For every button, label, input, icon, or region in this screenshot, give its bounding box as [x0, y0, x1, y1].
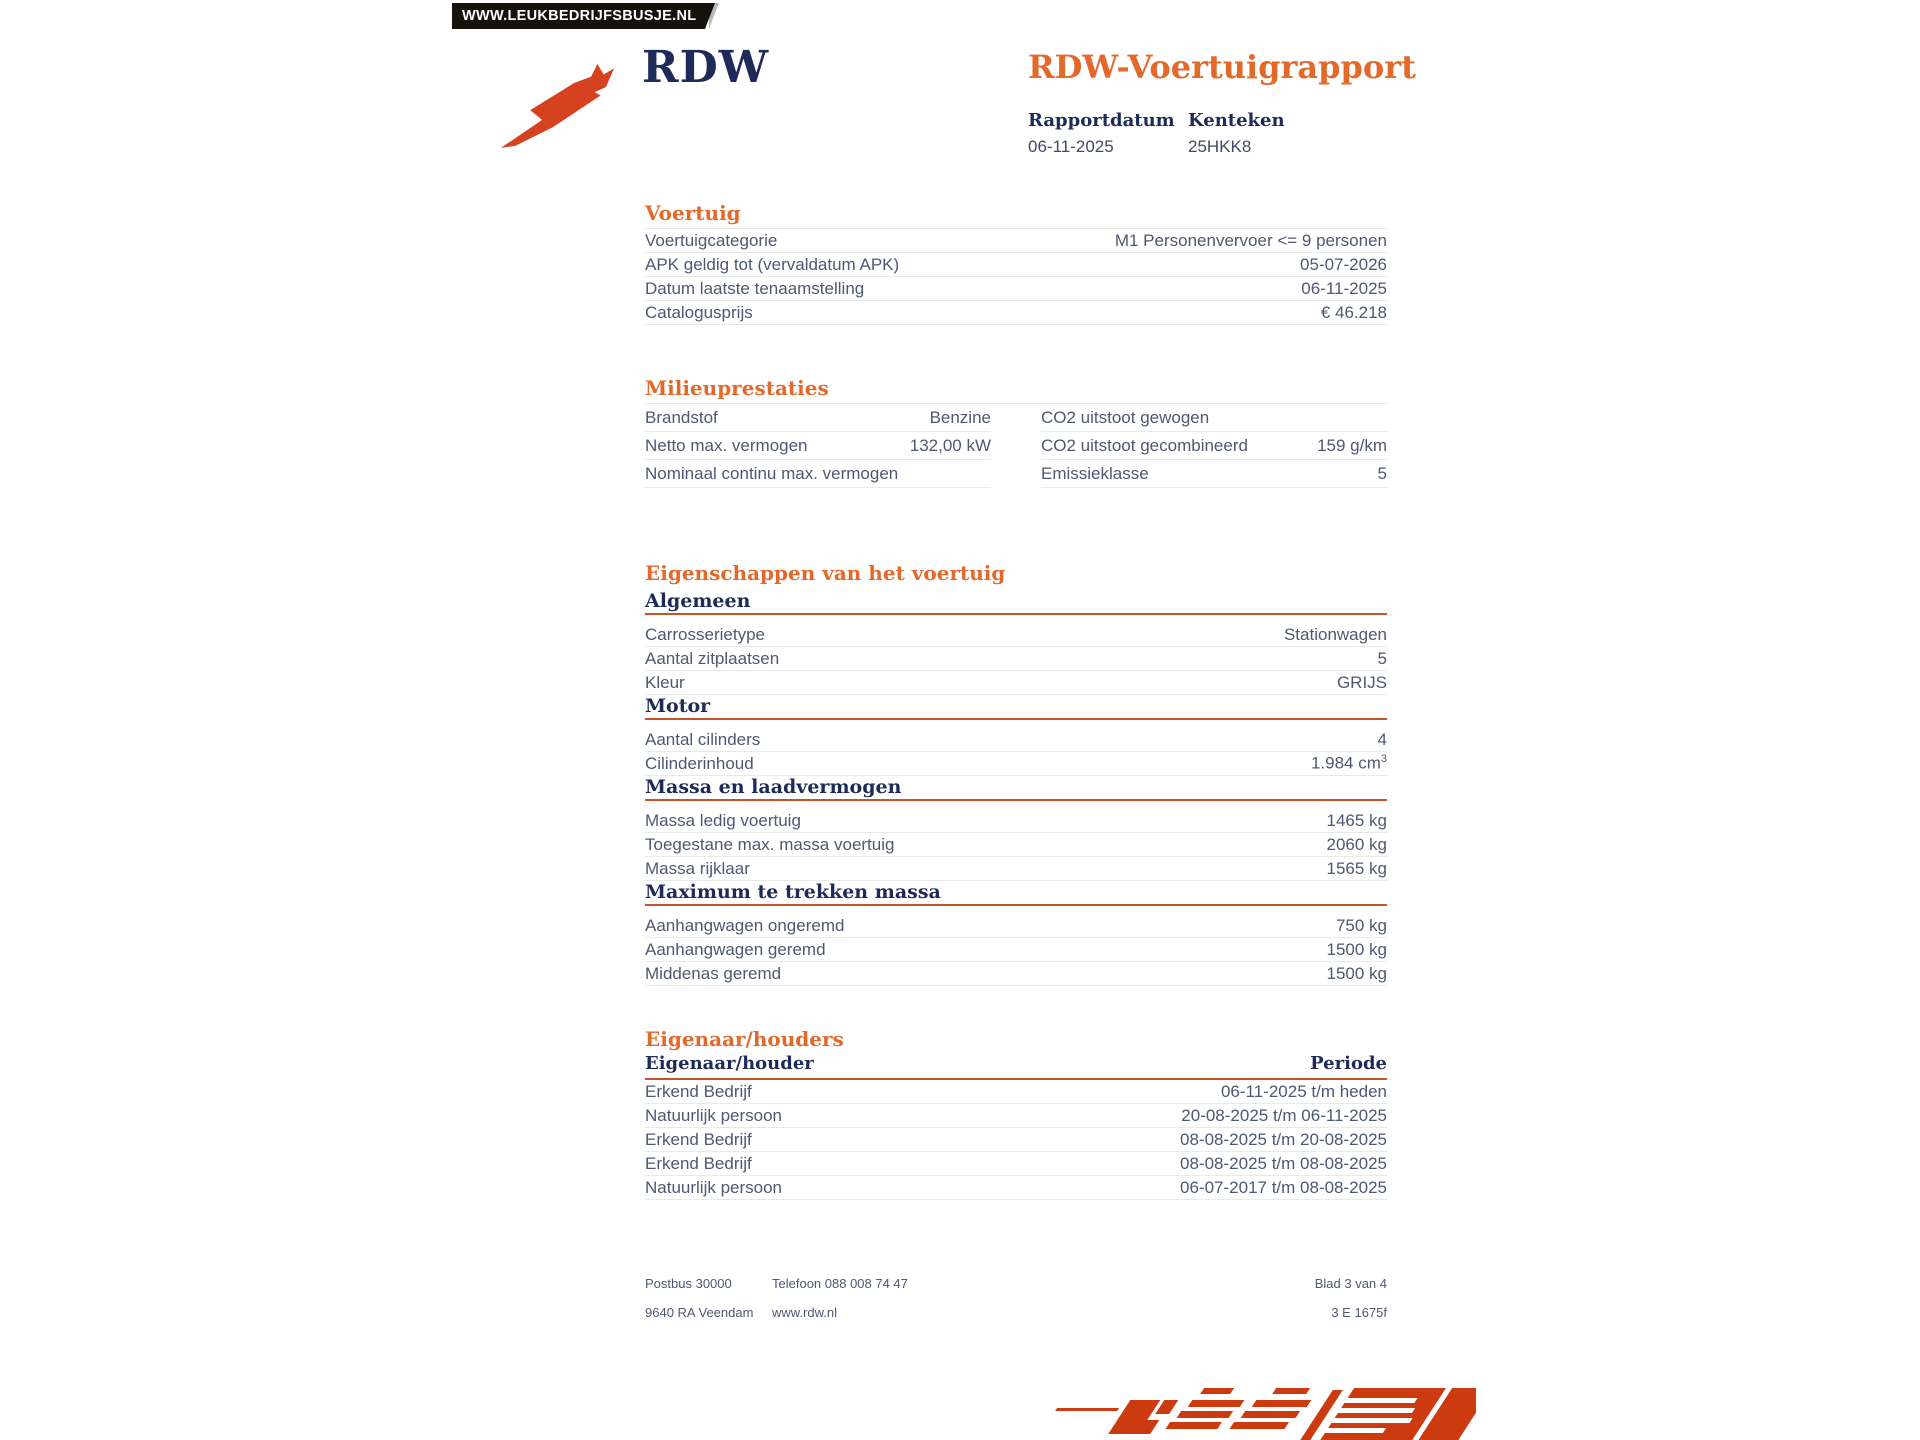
section-voertuig: [645, 202, 1387, 325]
row-value: 1.984 $cm^3$: [1310, 753, 1387, 773]
row-value: 132,00 kW: [909, 435, 991, 455]
page-title: RDW-Voertuigrapport: [1028, 48, 1416, 86]
row-label: CO2 uitstoot gecombineerd: [1041, 435, 1248, 455]
row-label: Netto max. vermogen: [645, 435, 808, 455]
orange-rule: [645, 799, 1387, 801]
row-label: APK geldig tot (vervaldatum APK): [645, 254, 900, 274]
row-value: 05-07-2026: [1300, 254, 1387, 274]
voertuig-table: [645, 228, 1387, 325]
row-value: Stationwagen: [1283, 624, 1387, 644]
table-row: [645, 1104, 1387, 1128]
milieu-table-left: [645, 404, 991, 488]
row-label: Aantal cilinders: [645, 729, 761, 749]
table-row: [645, 1080, 1387, 1104]
table-row: [645, 460, 991, 488]
row-label: Carrosserietype: [645, 624, 765, 644]
table-row: [645, 671, 1387, 695]
document-body: [645, 0, 1387, 1320]
row-label: Massa ledig voertuig: [645, 810, 801, 830]
table-row: [645, 1176, 1387, 1200]
section-heading: Eigenschappen van het voertuig: [645, 561, 1006, 585]
table-row: [1041, 432, 1387, 460]
table-row: [645, 277, 1387, 301]
table-row: [645, 938, 1387, 962]
row-label: Erkend Bedrijf: [645, 1081, 752, 1101]
milieu-table: [645, 403, 1387, 488]
row-value: 06-07-2017 t/m 08-08-2025: [1180, 1177, 1387, 1197]
table-row: [645, 728, 1387, 752]
table-row: [645, 253, 1387, 277]
row-value: 5: [1377, 463, 1387, 483]
row-value: GRIJS: [1336, 672, 1387, 692]
row-label: Emissieklasse: [1041, 463, 1149, 483]
table-row: [645, 1152, 1387, 1176]
row-value: 1500 kg: [1326, 939, 1387, 959]
rdw-eagle-icon: [498, 64, 636, 150]
table-row: [1041, 404, 1387, 432]
period-column-header: Periode: [1310, 1053, 1387, 1074]
milieu-table-gap: [991, 404, 1041, 488]
speed-stripes-icon: [1046, 1382, 1476, 1440]
row-value: 1500 kg: [1326, 963, 1387, 983]
row-label: CO2 uitstoot gewogen: [1041, 407, 1210, 427]
footer-website: www.rdw.nl: [772, 1305, 838, 1320]
footer-phone: Telefoon 088 008 74 47: [772, 1276, 908, 1291]
row-value: 1565 kg: [1326, 858, 1387, 878]
row-value: € 46.218: [1320, 302, 1387, 322]
table-row: [645, 404, 991, 432]
table-row: [645, 809, 1387, 833]
orange-rule: [645, 904, 1387, 906]
row-label: Erkend Bedrijf: [645, 1153, 752, 1173]
row-value: 159 g/km: [1317, 435, 1387, 455]
row-value: M1 Personenvervoer <= 9 personen: [1114, 230, 1387, 250]
row-label: Brandstof: [645, 407, 718, 427]
rdw-logo-text: RDW: [642, 42, 770, 93]
table-row: [645, 833, 1387, 857]
report-date-label: Rapportdatum: [1028, 110, 1175, 131]
page-footer: [645, 1276, 1387, 1320]
table-row: [645, 647, 1387, 671]
row-label: Aanhangwagen geremd: [645, 939, 826, 959]
row-label: Middenas geremd: [645, 963, 782, 983]
footer-address-line2: 9640 RA Veendam: [645, 1305, 754, 1320]
row-label: Aanhangwagen ongeremd: [645, 915, 845, 935]
subsection-heading-algemeen: Algemeen: [645, 590, 751, 612]
row-label: Nominaal continu max. vermogen: [645, 463, 899, 483]
row-value-superscript: 3: [1380, 753, 1387, 766]
table-row: [645, 432, 991, 460]
orange-rule: [645, 718, 1387, 720]
row-value: 06-11-2025 t/m heden: [1220, 1081, 1387, 1101]
trekken-massa-table: [645, 914, 1387, 986]
table-row: [645, 962, 1387, 986]
row-value: 06-11-2025: [1301, 278, 1387, 298]
section-eigenschappen: [645, 562, 1387, 986]
row-value: 08-08-2025 t/m 20-08-2025: [1180, 1129, 1387, 1149]
table-row: [645, 301, 1387, 325]
report-date-value: 06-11-2025: [1028, 137, 1114, 156]
row-label: Erkend Bedrijf: [645, 1129, 752, 1149]
table-row: [645, 1128, 1387, 1152]
table-row: [645, 752, 1387, 776]
section-heading: Eigenaar/houders: [645, 1027, 844, 1051]
section-heading: Milieuprestaties: [645, 376, 829, 400]
algemeen-table: [645, 623, 1387, 695]
table-row: [645, 623, 1387, 647]
row-value: 08-08-2025 t/m 08-08-2025: [1180, 1153, 1387, 1173]
owner-column-header: Eigenaar/houder: [645, 1053, 814, 1074]
subsection-heading-trekken-massa: Maximum te trekken massa: [645, 881, 941, 903]
section-heading: Voertuig: [645, 201, 741, 225]
row-value: 750 kg: [1335, 915, 1387, 935]
license-plate-value: 25HKK8: [1188, 137, 1252, 156]
table-row: [645, 914, 1387, 938]
row-label: Natuurlijk persoon: [645, 1177, 783, 1197]
row-value: 2060 kg: [1326, 834, 1387, 854]
table-row: [645, 857, 1387, 881]
milieu-table-right: [1041, 404, 1387, 488]
watermark-text: WWW.LEUKBEDRIJFSBUSJE.NL: [462, 8, 697, 24]
row-label: Catalogusprijs: [645, 302, 753, 322]
footer-doc-code: 3 E 1675f: [1331, 1305, 1387, 1320]
row-value: 4: [1377, 729, 1387, 749]
row-label: Kleur: [645, 672, 685, 692]
footer-page-indicator: Blad 3 van 4: [1314, 1276, 1387, 1291]
row-value: 1465 kg: [1326, 810, 1387, 830]
footer-address-line1: Postbus 30000: [645, 1276, 732, 1291]
owner-table: [645, 1080, 1387, 1200]
row-label: Datum laatste tenaamstelling: [645, 278, 865, 298]
table-row: [1041, 460, 1387, 488]
row-value: 20-08-2025 t/m 06-11-2025: [1181, 1105, 1387, 1125]
subsection-heading-massa: Massa en laadvermogen: [645, 776, 902, 798]
row-value: 5: [1377, 648, 1387, 668]
license-plate-label: Kenteken: [1188, 110, 1285, 131]
row-label: Natuurlijk persoon: [645, 1105, 783, 1125]
section-milieuprestaties: [645, 377, 1387, 488]
massa-table: [645, 809, 1387, 881]
orange-rule: [645, 613, 1387, 615]
row-label: Aantal zitplaatsen: [645, 648, 780, 668]
subsection-heading-motor: Motor: [645, 695, 711, 717]
owner-table-header: [645, 1054, 1387, 1080]
rdw-footer-graphic: [1046, 1382, 1476, 1440]
row-label: Voertuigcategorie: [645, 230, 778, 250]
motor-table: [645, 728, 1387, 776]
row-value: Benzine: [929, 407, 991, 427]
footer-row: [645, 1276, 1387, 1291]
row-label: Cilinderinhoud: [645, 753, 754, 773]
row-label: Massa rijklaar: [645, 858, 750, 878]
section-eigenaar-houders: [645, 1028, 1387, 1200]
row-label: Toegestane max. massa voertuig: [645, 834, 895, 854]
footer-row: [645, 1305, 1387, 1320]
table-row: [645, 229, 1387, 253]
